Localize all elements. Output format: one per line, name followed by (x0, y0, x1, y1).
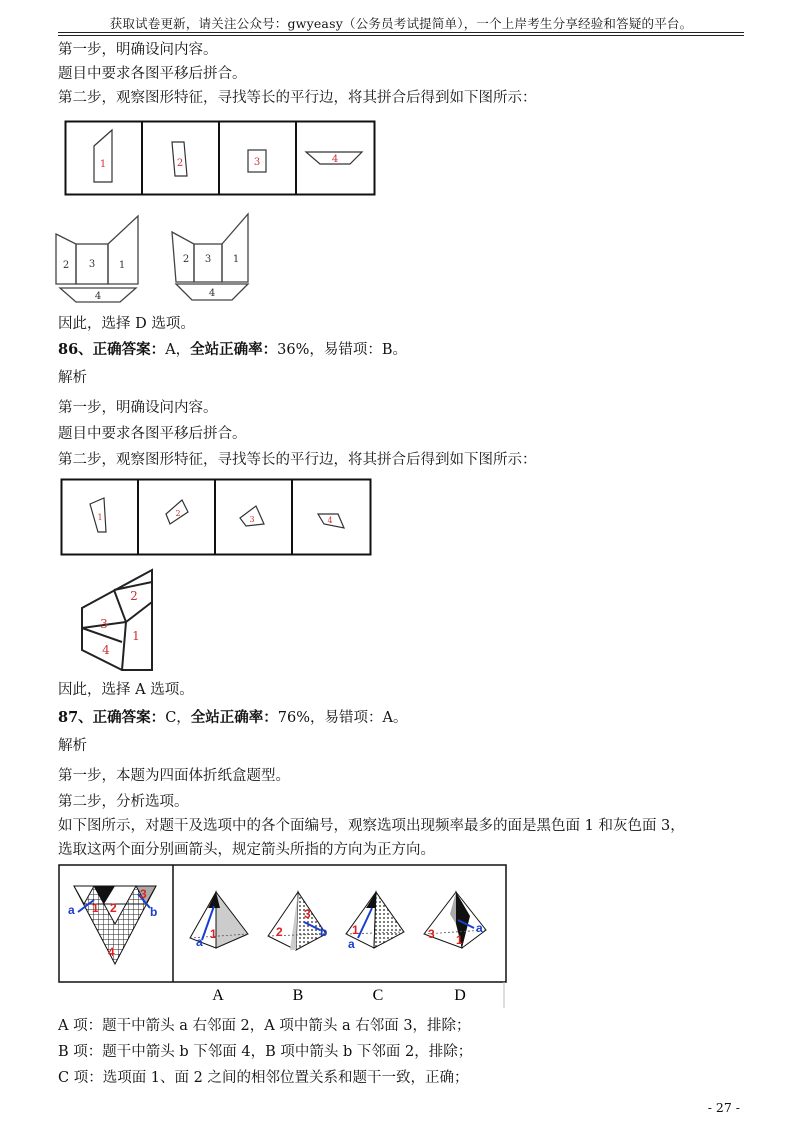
option-label: C (372, 987, 384, 1004)
text-line: 第二步，观察图形特征，寻找等长的平行边，将其拼合后得到如下图所示： (58, 90, 537, 106)
option-label: D (454, 987, 466, 1004)
face-number: 3 (140, 887, 147, 901)
answer-86-line (58, 340, 407, 360)
shape-number: 2 (130, 589, 138, 603)
shape-number: 3 (88, 259, 96, 270)
text-line: 题目中要求各图平移后拼合。 (58, 66, 247, 82)
text-line: 如下图所示，对题干及选项中的各个面编号，观察选项出现频率最多的面是黑色面 1 和灰色面 3， (58, 818, 685, 834)
arrow-label: a (348, 937, 355, 951)
option-d-pyramid (424, 892, 486, 948)
shape-number: 4 (94, 291, 102, 302)
answer-value: C， (165, 710, 191, 726)
shape-number: 1 (118, 260, 126, 271)
shape-number: 2 (176, 158, 184, 169)
text-line: 因此，选择 D 选项。 (58, 316, 195, 332)
arrow-label: a (476, 921, 483, 935)
figure-85-options (64, 120, 376, 196)
shape-number: 1 (132, 629, 140, 643)
face-number: 1 (352, 923, 359, 937)
answer-label: 87、正确答案： (58, 709, 166, 726)
text-line: 第一步，明确设问内容。 (58, 400, 218, 416)
face-number: 1 (456, 933, 463, 947)
page-number: - 27 - (707, 1100, 740, 1115)
text-line: 第二步，分析选项。 (58, 794, 189, 810)
text-line: B 项：题干中箭头 b 下邻面 4，B 项中箭头 b 下邻面 2，排除； (58, 1044, 473, 1060)
option-label: B (292, 987, 304, 1004)
answer-label: 86、正确答案： (58, 341, 166, 358)
header-rule (58, 32, 744, 33)
shape-number: 1 (97, 513, 103, 522)
text-line: 第二步，观察图形特征，寻找等长的平行边，将其拼合后得到如下图所示： (58, 452, 537, 468)
shape-number: 2 (182, 254, 190, 265)
header-rule-thin (58, 35, 744, 36)
accuracy-value: 36%，易错项：B。 (277, 342, 408, 358)
figure-86-options (60, 478, 372, 556)
arrow-label: b (320, 925, 328, 939)
face-number: 3 (304, 907, 311, 921)
shape-number: 2 (62, 260, 70, 271)
answer-value: A， (165, 342, 191, 358)
text-line: 解析 (58, 370, 87, 386)
text-line: 题目中要求各图平移后拼合。 (58, 426, 247, 442)
face-number: 1 (92, 901, 99, 915)
arrow-label: b (150, 905, 158, 919)
answer-87-line (58, 708, 408, 728)
arrow-label: a (68, 903, 75, 917)
shape-number: 1 (99, 159, 107, 170)
shape-number: 2 (175, 509, 181, 518)
figure-87-tetrahedron (58, 864, 510, 1010)
shape-number: 1 (232, 254, 240, 265)
option-c-pyramid (346, 892, 404, 951)
page-header: 获取试卷更新，请关注公众号：gwyeasy（公务员考试提简单），一个上岸考生分享经验和答疑的平台。 (109, 16, 693, 31)
shape-number: 4 (102, 643, 110, 657)
shape-number: 3 (204, 254, 212, 265)
shape-number: 3 (253, 157, 261, 168)
shape-number: 3 (249, 515, 255, 524)
figure-85-combined (52, 210, 262, 310)
text-line: 第一步，明确设问内容。 (58, 42, 218, 58)
figure-86-combined (78, 564, 158, 674)
shape-number: 4 (331, 154, 339, 165)
shape-number: 3 (100, 617, 108, 631)
accuracy-label: 全站正确率： (190, 709, 278, 726)
option-b-pyramid (268, 892, 327, 950)
face-number: 4 (108, 945, 115, 959)
shape-number: 4 (327, 516, 333, 525)
option-a-pyramid (190, 892, 248, 949)
text-line: 因此，选择 A 选项。 (58, 682, 194, 698)
shape-number: 4 (208, 288, 216, 299)
face-number: 2 (110, 901, 117, 915)
face-number: 3 (428, 927, 435, 941)
text-line: C 项：选项面 1、面 2 之间的相邻位置关系和题干一致，正确； (58, 1070, 469, 1086)
text-line: 第一步，本题为四面体折纸盒题型。 (58, 768, 290, 784)
text-line: A 项：题干中箭头 a 右邻面 2，A 项中箭头 a 右邻面 3，排除； (58, 1018, 471, 1034)
accuracy-value: 76%，易错项：A。 (277, 710, 408, 726)
text-line: 解析 (58, 738, 87, 754)
accuracy-label: 全站正确率： (190, 341, 278, 358)
face-number: 1 (210, 927, 217, 941)
option-label: A (212, 987, 224, 1004)
arrow-label: a (196, 935, 203, 949)
face-number: 2 (276, 925, 283, 939)
text-line: 选取这两个面分别画箭头，规定箭头所指的方向为正方向。 (58, 842, 435, 858)
